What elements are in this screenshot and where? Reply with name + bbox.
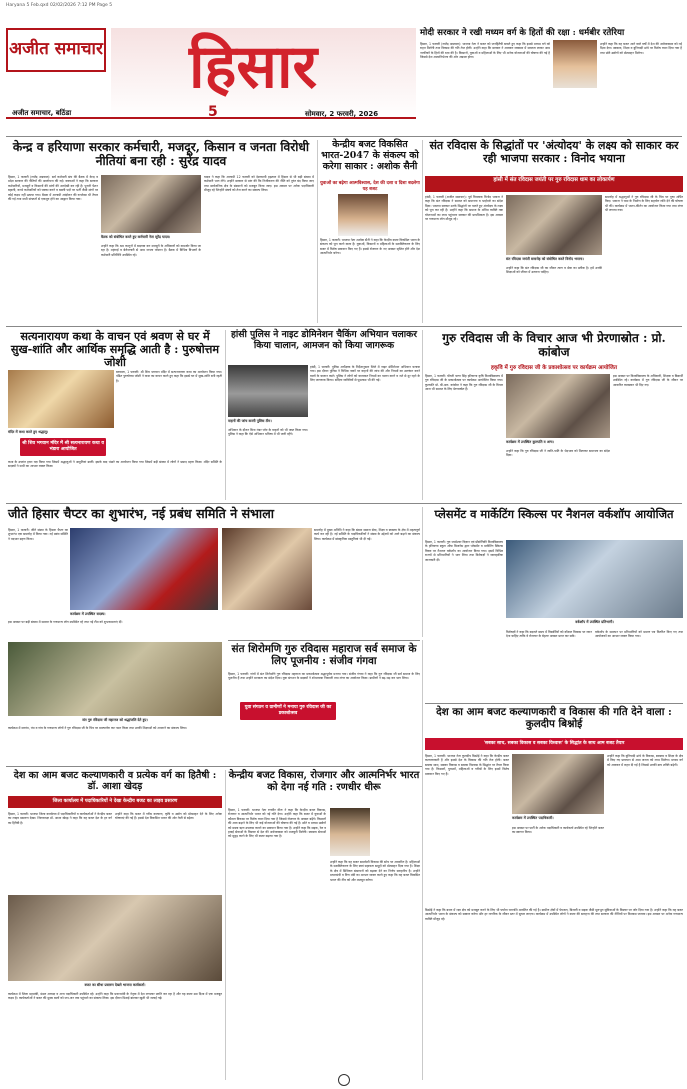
s4-body: बरवाला, 1 फरवरी: श्री शिव भगवान मंदिर में सत्यनारायण कथा का आयोजन किया गया। पंडित पुरुषोत्तम जोशी ने कथा का वाचन करते हुए कहा कि इससे घर में सुख-शांति बनी रहती है। (116, 370, 222, 383)
s3-body-3: समारोह में श्रद्धालुओं ने गुरु रविदास जी के चित्र पर पुष्प अर्पित किए। भयाना ने धाम के निर्माण के लिए सहयोग राशि देने की घोषणा भी की। कार्यक्रम में भजन-कीर्तन का आयोजन किया गया तथा लंगर भी लगाया गया। (605, 195, 683, 213)
top-story-body: हिसार, 1 फरवरी (राजेंद्र अग्रवाल): भाजपा नेता ने बजट को जनहितैषी बताते हुए कहा कि इससे मध्यम वर्ग को राहत मिलेगी तथा विकास की गति तेज होगी। उन्होंने कहा कि सरकार ने आयकर व्यवस्था में सरलता लाकर आम नागरिकों के हितों की रक्षा की है। किसानों, युवाओं व महिलाओं के लिए भी अनेक योजनाओं की घोषणा की गई है जिससे देश आत्मनिर्भरता की ओर अग्रसर होगा। (420, 42, 550, 60)
s7-photo-2 (222, 528, 312, 610)
headline-top-text: मोदी सरकार ने रखी मध्यम वर्ग के हितों की रक्षा : धर्मबीर रतेरिया (420, 28, 625, 38)
headline-s12: देश का आम बजट कल्याणकारी व विकास की गति देने वाला : कुलदीप बिश्नोई (436, 706, 672, 730)
print-line: Haryana 5 Feb.qxd 02/02/2026 7:12 PM Page 5 (6, 3, 113, 8)
rule-3 (6, 503, 682, 504)
s6-caption: कार्यक्रम में उपस्थित कुलपति व अन्य। (506, 440, 554, 444)
s1-body-2: उन्होंने कहा कि श्रम कानूनों में बदलाव कर मजदूरों के अधिकारों को कमजोर किया जा रहा है। महंगाई व बेरोजगारी से आम जनता परेशान है। बैठक में विभिन्न विभागों के कर्मचारी प्रतिनिधि उपस्थित रहे। (101, 244, 201, 257)
s1-photo (101, 175, 201, 233)
page-title: हिसार (189, 32, 318, 102)
headline-s7: जीते हिसार चैप्टर का शुभारंभ, नई प्रबंध समिति ने संभाला (8, 506, 274, 521)
headline-s11: केन्द्रीय बजट विकास, रोजगार और आत्मनिर्भर भारत को देगा नई गति : रणधीर धीरू (228, 770, 420, 793)
col-rule-3 (225, 330, 226, 500)
s9-body: हिसार, 1 फरवरी: गुरु जम्भेश्वर विज्ञान एवं प्रौद्योगिकी विश्वविद्यालय के हरियाणा स्कूल ऑफ बिजनेस द्वारा प्लेसमेंट व मार्केटिंग स्किल्स विषय पर नैशनल वर्कशॉप का आयोजन किया गया। इसमें विभिन्न राज्यों से प्रतिभागियों ने भाग लिया तथा विशेषज्ञों ने व्यावहारिक जानकारी दी। (425, 540, 503, 562)
s12-subband: 'सबका साथ, सबका विकास व सबका विश्वास' के सिद्धांत के साथ आम बजट तैयार (425, 738, 683, 750)
s10-body-3: कार्यक्रम में जिला महामंत्री, मंडल अध्यक्ष व अन्य पदाधिकारी उपस्थित रहे। उन्होंने कहा कि प्रधानमंत्री के नेतृत्व में देश लगातार प्रगति कर रहा है और यह बजट उस दिशा में एक मजबूत कदम है। कार्यकर्ताओं ने बजट की मुख्य बातों को जन-जन तक पहुंचाने का संकल्प लिया। इस दौरान मिठाई बांटकर खुशी भी जताई गई। (8, 992, 222, 1001)
s8-body: हिसार, 1 फरवरी: गांवों में संत शिरोमणि गुरु रविदास महाराज का प्रकाशोत्सव श्रद्धापूर्वक मनाया गया। संजीव गंगवा ने कहा कि गुरु रविदास जी सर्व समाज के लिए पूजनीय हैं तथा उन्होंने मानवता का संदेश दिया। युवा संगठन के सदस्यों ने शोभायात्रा निकाली तथा लंगर का आयोजन किया। ग्रामीणों ने बढ़-चढ़ कर भाग लिया। (228, 672, 420, 681)
rule-5 (425, 703, 683, 704)
s12-photo (512, 754, 604, 814)
s4-body-2: कथा के उपरांत हवन यज्ञ किया गया जिसमें श्रद्धालुओं ने आहुतियां डालीं। इसके बाद भंडारे का आयोजन किया गया जिसमें बड़ी संख्या में लोगों ने प्रसाद ग्रहण किया। मंदिर समिति के सदस्यों ने सभी का आभार व्यक्त किया। (8, 460, 222, 469)
headline-top-story (420, 29, 682, 39)
s11-body: हिसार, 1 फरवरी: भाजपा नेता रणधीर धीरू ने कहा कि केन्द्रीय बजट विकास, रोजगार व आत्मनिर्भर भारत को नई गति देगा। उन्होंने कहा कि बजट में युवाओं के कौशल विकास पर विशेष ध्यान दिया गया है जिससे रोजगार के अवसर बढ़ेंगे। किसानों की आय बढ़ाने के लिए भी कई योजनाओं की घोषणा की गई है। छोटे व मध्यम उद्योगों को सस्ता ऋण उपलब्ध कराने का प्रावधान किया गया है। उन्होंने कहा कि सड़क, रेल व हवाई सेवाओं के विस्तार से देश की अर्थव्यवस्था को मजबूती मिलेगी। स्वास्थ्य सेवाओं को सुदृढ़ करने के लिए भी बजट बढ़ाया गया है। (228, 808, 326, 839)
s8-caption-main: संत गुरु रविदास जी महाराज को श्रद्धांजलि देते हुए। (82, 718, 148, 722)
s4-caption: मंदिर में कथा करते हुए श्रद्धालु। (8, 430, 49, 434)
s1-body: हिसार, 1 फरवरी (राजेंद्र अग्रवाल): सर्व कर्मचारी संघ की बैठक में केन्द्र व प्रदेश सरकार की नीतियों की आलोचना की गई। वक्ताओं ने कहा कि सरकार कर्मचारियों, मजदूरों व किसानों की मांगों की अनदेखी कर रही है। पुरानी पेंशन बहाली, कच्चे कर्मचारियों को पक्का करने व खाली पदों पर भर्ती जैसी मांगों पर कोई कदम नहीं उठाया गया। बैठक में आगामी आंदोलन की रूपरेखा भी तैयार की गई तथा सभी संगठनों से एकजुट होने का आह्वान किया गया। (8, 175, 98, 202)
s4-pill: श्री शिव भगवान मंदिर में श्री सत्यनारायण कथा व भंडारा आयोजित (20, 438, 106, 456)
s2-body: हिसार, 1 फरवरी: भाजपा नेता अशोक सैनी ने कहा कि केन्द्रीय बजट विकसित भारत के संकल्प को पूरा करने वाला है। युवाओं, किसानों व महिलाओं के सशक्तिकरण के लिए बजट में विशेष प्रावधान किए गए हैं। इससे रोजगार के नए अवसर सृजित होंगे और देश आत्मनिर्भर बनेगा। (320, 238, 420, 256)
s3-caption: संत रविदास जयंती समारोह को संबोधित करते विनोद भयाना। (506, 257, 584, 261)
s6-body: हिसार, 1 फरवरी: चौधरी चरण सिंह हरियाणा कृषि विश्वविद्यालय में गुरु रविदास जी के प्रकाशोत्सव पर कार्यक्रम आयोजित किया गया। कुलपति प्रो. बी.आर. कांबोज ने कहा कि गुरु रविदास जी के विचार आज भी समाज के लिए प्रेरणास्रोत हैं। (425, 374, 503, 392)
s1-caption: बैठक को संबोधित करते हुए कर्मचारी नेता सुरेंद्र यादव। (101, 235, 171, 239)
s8-left-body: कार्यक्रम में सरपंच, पंच व गांव के गणमान्य लोगों ने गुरु रविदास जी के चित्र पर माल्यार्पण कर नमन किया तथा उनकी शिक्षाओं को अपनाने का संकल्प लिया। (8, 726, 187, 730)
s4-photo (8, 370, 114, 428)
headline-s3: संत रविदास के सिद्धांतों पर 'अंत्योदय' के लक्ष्य को साकार कर रही भाजपा सरकार : विनोद भयाना (429, 139, 679, 165)
col-rule-2 (422, 140, 423, 323)
brand-box (6, 28, 106, 72)
s9-body-3: वर्कशॉप के समापन पर प्रतिभागियों को प्रमाण पत्र वितरित किए गए तथा आयोजकों का आभार व्यक्त किया गया। (595, 630, 683, 639)
top-story-body-2: उन्होंने कहा कि यह बजट आने वाले वर्षों में देश की अर्थव्यवस्था को नई दिशा देगा। स्वास्थ्य, शिक्षा व बुनियादी ढांचे पर विशेष ध्यान दिया गया है तथा छोटे उद्योगों को प्रोत्साहन मिलेगा। (600, 42, 682, 55)
s10-body-2: उन्होंने कहा कि बजट में गरीब कल्याण, कृषि व उद्योग को प्रोत्साहन देने के लिए अनेक घोषणाएं की गई हैं। इससे देश विकसित भारत की ओर तेजी से बढ़ेगा। (115, 812, 222, 821)
headline-s6: गुरु रविदास जी के विचार आज भी प्रेरणास्रोत : प्रो. कांबोज (442, 331, 666, 359)
registration-mark (338, 1074, 350, 1086)
rule-2 (6, 326, 682, 327)
headline-s4: सत्यनारायण कथा के वाचन एवं श्रवण से घर में सुख-शांति और आर्थिक समृद्धि आती है : पुरुषोत्तम जोशी (10, 329, 220, 369)
rule-4 (228, 640, 420, 641)
title-box (111, 28, 416, 118)
s6-subheadline: हकृवि में गुरु रविदास जी के प्रकाशोत्सव पर कार्यक्रम आयोजित (491, 365, 617, 371)
s10-body: हिसार, 1 फरवरी: भाजपा जिला कार्यालय में पदाधिकारियों व कार्यकर्ताओं ने केन्द्रीय बजट का लाइव प्रसारण देखा। जिलाध्यक्ष डॉ. आशा खेदड़ ने कहा कि यह बजट देश के हर वर्ग का हितैषी है। (8, 812, 112, 825)
s3-subband: हांसी में संत रविदास जयंती पर गुरु रविदास धाम का लोकार्पण (425, 176, 683, 192)
s3-body-2: उन्होंने कहा कि संत रविदास जी का जीवन त्याग व सेवा का प्रतीक है। हमें उनकी शिक्षाओं को जीवन में उतारना चाहिए। (506, 266, 602, 275)
s3-body: हांसी, 1 फरवरी (अजीत समाचार): पूर्व विधायक विनोद भयाना ने कहा कि संत रविदास ने समाज को समानता व भाईचारे का संदेश दिया। भाजपा सरकार उनके सिद्धांतों पर चलते हुए अंत्योदय के लक्ष्य को पूरा कर रही है। उन्होंने कहा कि समाज के अंतिम व्यक्ति तक योजनाओं का लाभ पहुंचाना सरकार की प्राथमिकता है। इस अवसर पर गणमान्य लोग मौजूद रहे। (425, 195, 503, 222)
s11-photo (330, 808, 370, 856)
portrait-photo (553, 40, 597, 88)
date-line: सोमवार, 2 फरवरी, 2026 (305, 110, 379, 118)
s12-caption: कार्यक्रम में उपस्थित पदाधिकारी। (512, 816, 554, 820)
s1-body-3: यादव ने कहा कि आगामी 12 फरवरी को देशव्यापी हड़ताल में हिसार से भी बड़ी संख्या में कर्मचारी भाग लेंगे। उन्होंने सरकार से मांग की कि निजीकरण की नीति को तुरंत बंद किया जाए तथा सार्वजनिक क्षेत्र के संस्थानों को मजबूत किया जाए। इस अवसर पर अनेक पदाधिकारी मौजूद रहे जिन्होंने संघर्ष को तेज करने का संकल्प लिया। (204, 175, 314, 193)
edition-line: अजीत समाचार, बठिंडा (12, 109, 72, 117)
s12-body-2: उन्होंने कहा कि बुनियादी ढांचे के विकास, स्वास्थ्य व शिक्षा के क्षेत्र में किए गए प्रावधान से आम जनता को लाभ मिलेगा। मध्यम वर्ग को आयकर में राहत दी गई है जिससे उनकी क्रय शक्ति बढ़ेगी। (607, 754, 683, 767)
col-rule-1 (317, 140, 318, 323)
col-rule-4 (422, 330, 423, 500)
s10-caption: बजट का सीधा प्रसारण देखते भाजपा कार्यकर्ता। (84, 983, 146, 987)
s10-subband: जिला कार्यालय में पदाधिकारियों ने देखा केन्द्रीय बजट का लाइव प्रसारण (8, 796, 222, 808)
col-rule-7 (422, 640, 423, 1080)
s2-subheadline: युवाओं का बढ़ेगा आत्मविश्वास, देश की दशा व दिशा बदलेगा यह बजट (320, 181, 420, 192)
s6-photo (506, 374, 610, 438)
s12-body-3: इस अवसर पर पार्टी के अनेक पदाधिकारी व कार्यकर्ता उपस्थित रहे जिन्होंने बजट का स्वागत किया। (512, 826, 604, 835)
headline-s1: केन्द्र व हरियाणा सरकार कर्मचारी, मजदूर, किसान व जनता विरोधी नीतियां बना रही : सुरेंद्र यादव (12, 140, 310, 169)
s7-photo (70, 528, 218, 610)
s8-photo-main (8, 642, 222, 716)
s9-body-2: विशेषज्ञों ने कहा कि बदलते समय में विद्यार्थियों को कौशल विकास पर ध्यान देना चाहिए ताकि वे रोजगार के बेहतर अवसर प्राप्त कर सकें। (506, 630, 592, 639)
headline-s9: प्लेसमेंट व मार्केटिंग स्किल्स पर नैशनल वर्कशॉप आयोजित (434, 507, 674, 521)
brand-name: अजीत समाचार (9, 39, 103, 60)
s6-body-3: इस अवसर पर विश्वविद्यालय के अधिकारी, शिक्षक व विद्यार्थी उपस्थित रहे। कार्यक्रम में गुरु रविदास जी के जीवन पर आधारित व्याख्यान भी दिए गए। (613, 374, 683, 387)
s12-body-4: बिश्नोई ने कहा कि बजट में रक्षा क्षेत्र को मजबूत करने के लिए भी पर्याप्त धनराशि आवंटित की गई है। ग्रामीण क्षेत्रों में पेयजल, बिजली व सड़क जैसी मूलभूत सुविधाओं के विस्तार पर जोर दिया गया है। उन्होंने कहा कि यह बजट आत्मनिर्भर भारत के संकल्प को साकार करेगा और हर नागरिक के जीवन स्तर में सुधार लाएगा। कार्यक्रम में उपस्थित लोगों ने बजट की सराहना की तथा सरकार की नीतियों पर विश्वास जताया। इस अवसर पर अनेक गणमान्य व्यक्ति मौजूद रहे। (425, 908, 683, 921)
s3-photo (506, 195, 602, 255)
headline-s10: देश का आम बजट कल्याणकारी व प्रत्येक वर्ग का हितैषी : डॉ. आशा खेदड़ (13, 770, 217, 793)
page-number: 5 (208, 104, 218, 120)
col-rule-6 (225, 770, 226, 1080)
s5-body-2: अभियान के दौरान बिना नंबर प्लेट के वाहनों को भी जब्त किया गया। पुलिस ने कहा कि ऐसे अभियान भविष्य में भी जारी रहेंगे। (228, 428, 308, 437)
rule-1 (6, 136, 682, 137)
s12-body: हिसार, 1 फरवरी: भाजपा नेता कुलदीप बिश्नोई ने कहा कि केन्द्रीय बजट कल्याणकारी है और इससे देश के विकास की गति तेज होगी। बजट सबका साथ, सबका विकास व सबका विश्वास के सिद्धांत पर तैयार किया गया है। किसानों, युवाओं, महिलाओं व गरीबों के लिए इसमें विशेष प्रावधान किए गए हैं। (425, 754, 509, 776)
s11-body-2: उन्होंने कहा कि यह बजट समावेशी विकास की सोच पर आधारित है। महिलाओं के सशक्तिकरण के लिए स्वयं सहायता समूहों को प्रोत्साहन दिया गया है। शिक्षा के क्षेत्र में डिजिटल संसाधनों को बढ़ावा देने का निर्णय सराहनीय है। उन्होंने प्रधानमंत्री व वित्त मंत्री का आभार व्यक्त करते हुए कहा कि यह बजट विकसित भारत की नींव को और मजबूत करेगा। (330, 860, 420, 882)
s8-pill: युवा संगठन व ग्रामीणों ने मनाया गुरु रविदास जी का प्रकाशोत्सव (240, 702, 336, 720)
rule-6 (6, 766, 422, 767)
s5-body: हांसी, 1 फरवरी: पुलिस अधीक्षक के निर्देशानुसार जिले में नाइट डोमिनेशन अभियान चलाया गया। इस दौरान पुलिस ने विभिन्न नाकों पर वाहनों की जांच की और नियमों का उल्लंघन करने वालों के चालान काटे। पुलिस ने लोगों को यातायात नियमों का पालन करने व नशे से दूर रहने के लिए जागरूक किया। संदिग्ध व्यक्तियों से पूछताछ भी की गई। (310, 365, 420, 383)
s6-body-2: उन्होंने कहा कि गुरु रविदास जी ने जाति-पाति के भेदभाव को मिटाकर समानता का संदेश दिया। (506, 449, 610, 458)
s7-caption: कार्यक्रम में उपस्थित सदस्य। (70, 612, 106, 616)
s5-caption: वाहनों की जांच करती पुलिस टीम। (228, 419, 272, 423)
s9-photo (506, 540, 683, 618)
s7-body-2: समारोह में मुख्य अतिथि ने कहा कि संस्था समाज सेवा, शिक्षा व स्वास्थ्य के क्षेत्र में महत्वपूर्ण कार्य कर रही है। नई समिति के पदाधिकारियों ने संस्था के उद्देश्यों को आगे बढ़ाने का संकल्प लिया। कार्यक्रम में सांस्कृतिक प्रस्तुतियां भी दी गईं। (314, 528, 420, 541)
s5-photo (228, 365, 308, 417)
s10-photo (8, 895, 222, 981)
s7-body: हिसार, 1 फरवरी: जीते संस्था के हिसार चैप्टर का शुभारंभ एक समारोह में किया गया। नई प्रबंध समिति ने पदभार ग्रहण किया। (8, 528, 68, 541)
s9-caption: वर्कशॉप में उपस्थित प्रतिभागी। (575, 620, 614, 624)
headline-s5: हांसी पुलिस ने नाइट डोमिनेशन चैकिंग अभियान चलाकर किया चालान, आमजन को किया जागरूक (231, 329, 417, 351)
s2-photo (338, 194, 388, 236)
headline-s8: संत शिरोमणि गुरु रविदास महाराज सर्व समाज के लिए पूजनीय : संजीव गंगवा (231, 643, 417, 667)
s7-body-3: इस अवसर पर बड़ी संख्या में समाज के गणमान्य लोग उपस्थित रहे तथा नई टीम को शुभकामनाएं दीं। (8, 620, 123, 624)
col-rule-5 (422, 507, 423, 637)
headline-s2: केन्द्रीय बजट विकसित भारत-2047 के संकल्प को करेगा साकार : अशोक सैनी (321, 139, 419, 172)
